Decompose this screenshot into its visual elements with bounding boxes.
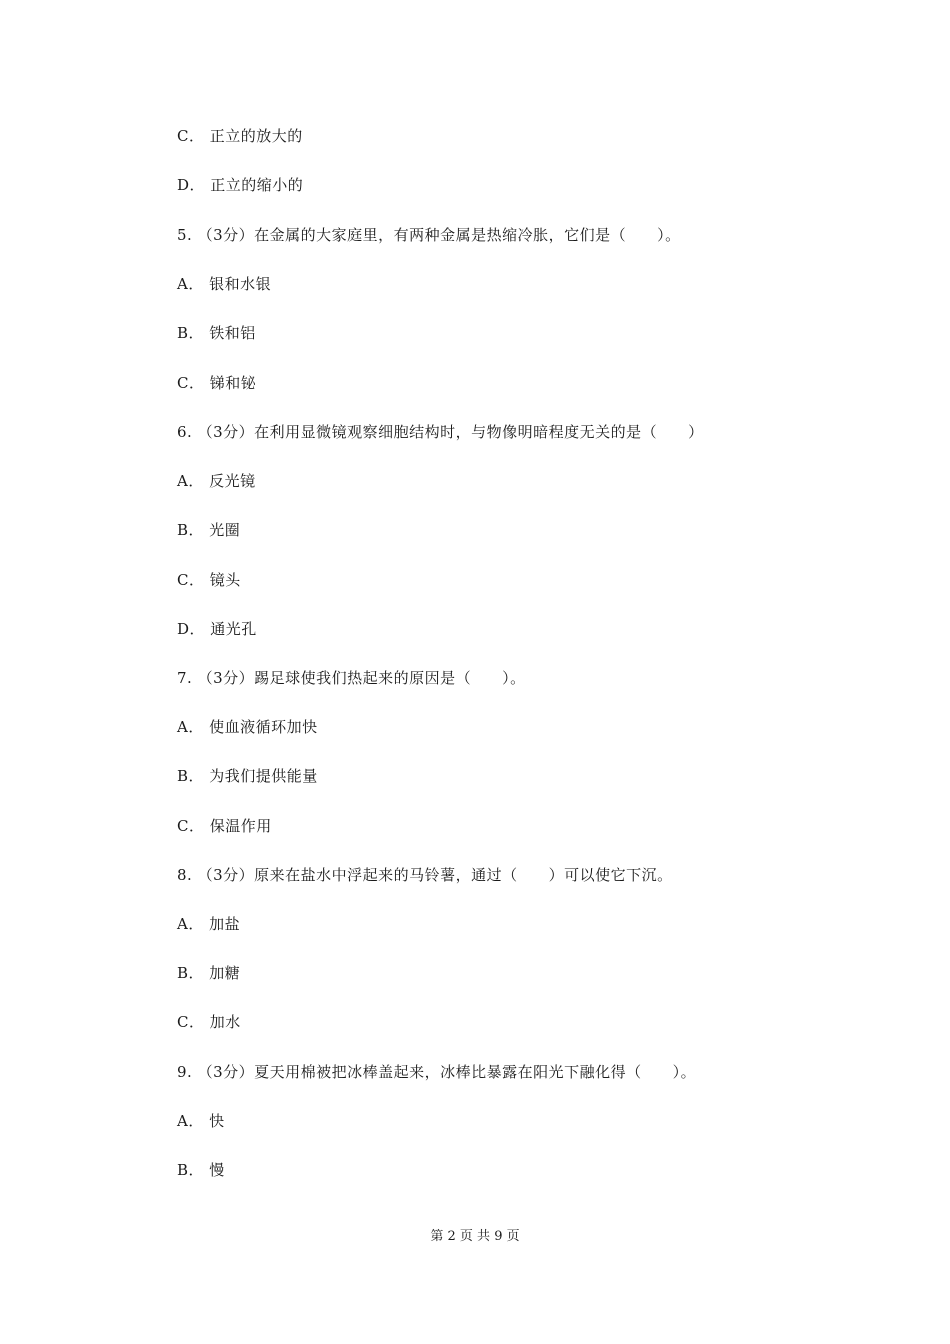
option-9a: A． 快: [177, 1112, 225, 1130]
option-6b: B． 光圈: [177, 521, 241, 539]
option-9b: B． 慢: [177, 1161, 225, 1179]
option-7b: B． 为我们提供能量: [177, 767, 318, 785]
option-7c: C． 保温作用: [177, 817, 272, 835]
option-8c: C． 加水: [177, 1013, 241, 1031]
option-5c: C． 锑和铋: [177, 374, 257, 392]
question-9: 9. （3分）夏天用棉被把冰棒盖起来，冰棒比暴露在阳光下融化得（ ）。: [177, 1063, 697, 1081]
question-5: 5. （3分）在金属的大家庭里，有两种金属是热缩冷胀，它们是（ ）。: [177, 226, 681, 244]
option-8a: A． 加盐: [177, 915, 241, 933]
question-7: 7. （3分）踢足球使我们热起来的原因是（ ）。: [177, 669, 526, 687]
question-6: 6. （3分）在利用显微镜观察细胞结构时，与物像明暗程度无关的是（ ）: [177, 423, 704, 441]
option-5b: B． 铁和铝: [177, 324, 256, 342]
option-6a: A． 反光镜: [177, 472, 256, 490]
option-5a: A． 银和水银: [177, 275, 272, 293]
option-4d: D． 正立的缩小的: [177, 176, 304, 194]
option-6c: C． 镜头: [177, 571, 241, 589]
option-4c: C． 正立的放大的: [177, 127, 303, 145]
option-7a: A． 使血液循环加快: [177, 718, 318, 736]
option-8b: B． 加糖: [177, 964, 241, 982]
question-8: 8. （3分）原来在盐水中浮起来的马铃薯，通过（ ）可以使它下沉。: [177, 866, 673, 884]
page-footer: 第 2 页 共 9 页: [430, 1229, 520, 1244]
option-6d: D． 通光孔: [177, 620, 257, 638]
